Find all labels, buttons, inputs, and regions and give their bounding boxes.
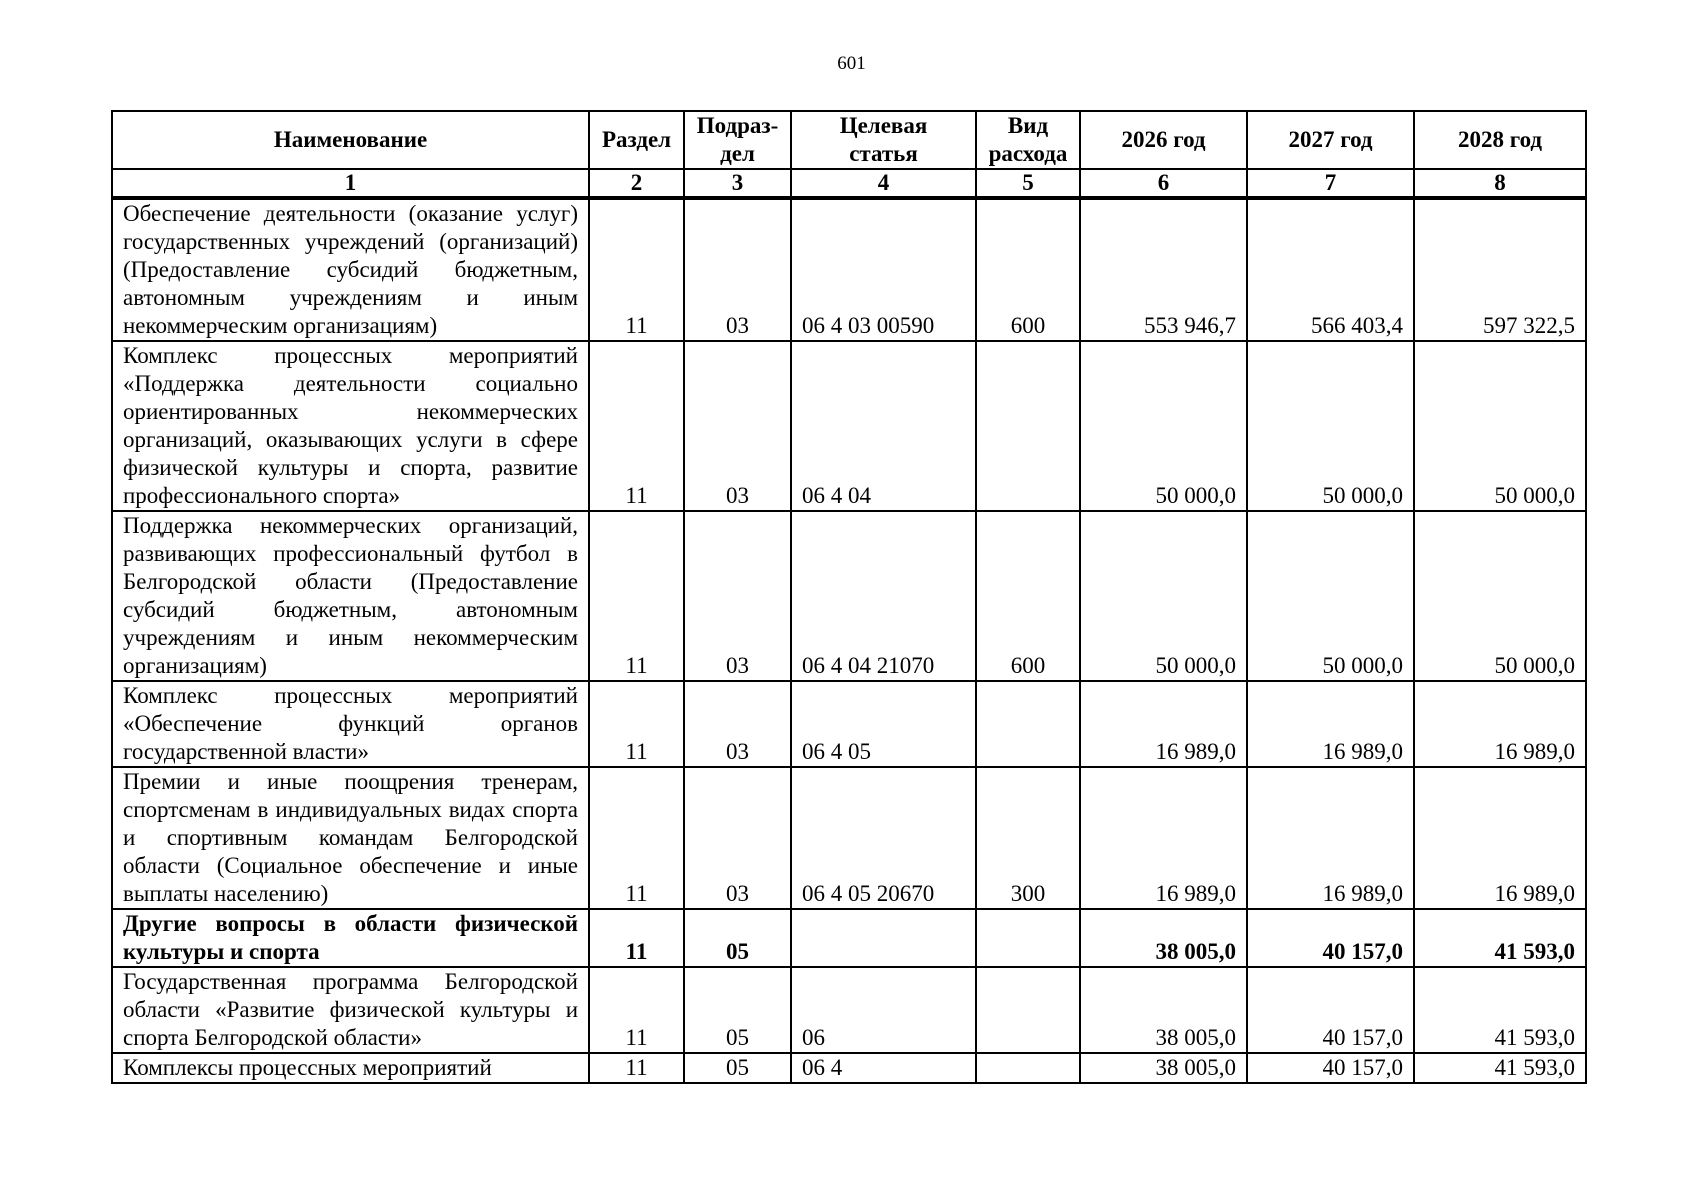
row-2027: 40 157,0 bbox=[1247, 909, 1414, 967]
row-name: Обеспечение деятельности (оказание услуг) государственных учреждений (организаций) (Предоставление субсидий бюджетным, автономным учреждениям и иным некоммерческим организациям) bbox=[112, 198, 589, 341]
table-row bbox=[112, 341, 1586, 511]
table-row bbox=[112, 767, 1586, 909]
row-section: 11 bbox=[589, 341, 684, 511]
row-2028: 41 593,0 bbox=[1414, 909, 1586, 967]
column-number: 4 bbox=[791, 169, 976, 198]
column-header-subsection: Подраз- дел bbox=[684, 111, 791, 169]
row-2028: 16 989,0 bbox=[1414, 767, 1586, 909]
column-header-2027: 2027 год bbox=[1247, 111, 1414, 169]
column-header-2026: 2026 год bbox=[1080, 111, 1247, 169]
table-row bbox=[112, 511, 1586, 681]
row-2028: 50 000,0 bbox=[1414, 341, 1586, 511]
row-2026: 38 005,0 bbox=[1080, 1053, 1247, 1083]
row-2026: 50 000,0 bbox=[1080, 511, 1247, 681]
column-header-section: Раздел bbox=[589, 111, 684, 169]
table-row bbox=[112, 681, 1586, 767]
page-number: 601 bbox=[837, 53, 866, 74]
row-2026: 553 946,7 bbox=[1080, 198, 1247, 341]
row-section: 11 bbox=[589, 909, 684, 967]
row-expense-type bbox=[976, 1053, 1080, 1083]
row-subsection: 03 bbox=[684, 341, 791, 511]
row-target: 06 4 bbox=[791, 1053, 976, 1083]
row-expense-type bbox=[976, 341, 1080, 511]
column-header-expense-type: Вид расхода bbox=[976, 111, 1080, 169]
column-number: 3 bbox=[684, 169, 791, 198]
column-header-target: Целевая статья bbox=[791, 111, 976, 169]
row-2028: 16 989,0 bbox=[1414, 681, 1586, 767]
header-row bbox=[112, 111, 1586, 169]
row-2027: 16 989,0 bbox=[1247, 767, 1414, 909]
row-section: 11 bbox=[589, 198, 684, 341]
row-2026: 16 989,0 bbox=[1080, 767, 1247, 909]
row-section: 11 bbox=[589, 681, 684, 767]
row-name: Другие вопросы в области физической культуры и спорта bbox=[112, 909, 589, 967]
row-name: Премии и иные поощрения тренерам, спортсменам в индивидуальных видах спорта и спортивным командам Белгородской области (Социальное обеспечение и иные выплаты населению) bbox=[112, 767, 589, 909]
row-subsection: 03 bbox=[684, 767, 791, 909]
row-section: 11 bbox=[589, 511, 684, 681]
column-header-2028: 2028 год bbox=[1414, 111, 1586, 169]
row-subsection: 05 bbox=[684, 909, 791, 967]
row-target: 06 4 05 20670 bbox=[791, 767, 976, 909]
row-name: Комплекс процессных мероприятий «Поддержка деятельности социально ориентированных некоммерческих организаций, оказывающих услуги в сфере физической культуры и спорта, развитие профессионального спорта» bbox=[112, 341, 589, 511]
column-number: 8 bbox=[1414, 169, 1586, 198]
row-expense-type bbox=[976, 967, 1080, 1053]
column-number: 7 bbox=[1247, 169, 1414, 198]
row-subsection: 03 bbox=[684, 681, 791, 767]
column-number: 1 bbox=[112, 169, 589, 198]
budget-table bbox=[111, 110, 1587, 1084]
row-2027: 40 157,0 bbox=[1247, 1053, 1414, 1083]
row-2028: 597 322,5 bbox=[1414, 198, 1586, 341]
row-target: 06 4 04 bbox=[791, 341, 976, 511]
row-2026: 38 005,0 bbox=[1080, 967, 1247, 1053]
row-expense-type bbox=[976, 909, 1080, 967]
row-name: Поддержка некоммерческих организаций, развивающих профессиональный футбол в Белгородской области (Предоставление субсидий бюджетным, автономным учреждениям и иным некоммерческим организациям) bbox=[112, 511, 589, 681]
row-target: 06 bbox=[791, 967, 976, 1053]
row-expense-type: 600 bbox=[976, 198, 1080, 341]
table-row bbox=[112, 198, 1586, 341]
row-name: Комплекс процессных мероприятий «Обеспечение функций органов государственной власти» bbox=[112, 681, 589, 767]
row-2026: 16 989,0 bbox=[1080, 681, 1247, 767]
row-2028: 41 593,0 bbox=[1414, 1053, 1586, 1083]
table-row-section-total bbox=[112, 909, 1586, 967]
column-number: 2 bbox=[589, 169, 684, 198]
row-subsection: 03 bbox=[684, 511, 791, 681]
row-subsection: 03 bbox=[684, 198, 791, 341]
row-2026: 50 000,0 bbox=[1080, 341, 1247, 511]
row-2027: 566 403,4 bbox=[1247, 198, 1414, 341]
row-2027: 50 000,0 bbox=[1247, 511, 1414, 681]
row-2028: 50 000,0 bbox=[1414, 511, 1586, 681]
table-row bbox=[112, 1053, 1586, 1083]
column-number-row bbox=[112, 169, 1586, 198]
column-number: 5 bbox=[976, 169, 1080, 198]
column-header-name: Наименование bbox=[112, 111, 589, 169]
row-section: 11 bbox=[589, 967, 684, 1053]
row-section: 11 bbox=[589, 1053, 684, 1083]
row-name: Государственная программа Белгородской области «Развитие физической культуры и спорта Белгородской области» bbox=[112, 967, 589, 1053]
row-subsection: 05 bbox=[684, 1053, 791, 1083]
row-target: 06 4 05 bbox=[791, 681, 976, 767]
row-target bbox=[791, 909, 976, 967]
column-number: 6 bbox=[1080, 169, 1247, 198]
row-2026: 38 005,0 bbox=[1080, 909, 1247, 967]
row-2027: 50 000,0 bbox=[1247, 341, 1414, 511]
row-2028: 41 593,0 bbox=[1414, 967, 1586, 1053]
table-row bbox=[112, 967, 1586, 1053]
row-expense-type: 600 bbox=[976, 511, 1080, 681]
row-2027: 40 157,0 bbox=[1247, 967, 1414, 1053]
row-expense-type: 300 bbox=[976, 767, 1080, 909]
row-subsection: 05 bbox=[684, 967, 791, 1053]
row-name: Комплексы процессных мероприятий bbox=[112, 1053, 589, 1083]
row-section: 11 bbox=[589, 767, 684, 909]
row-target: 06 4 04 21070 bbox=[791, 511, 976, 681]
row-2027: 16 989,0 bbox=[1247, 681, 1414, 767]
row-expense-type bbox=[976, 681, 1080, 767]
row-target: 06 4 03 00590 bbox=[791, 198, 976, 341]
